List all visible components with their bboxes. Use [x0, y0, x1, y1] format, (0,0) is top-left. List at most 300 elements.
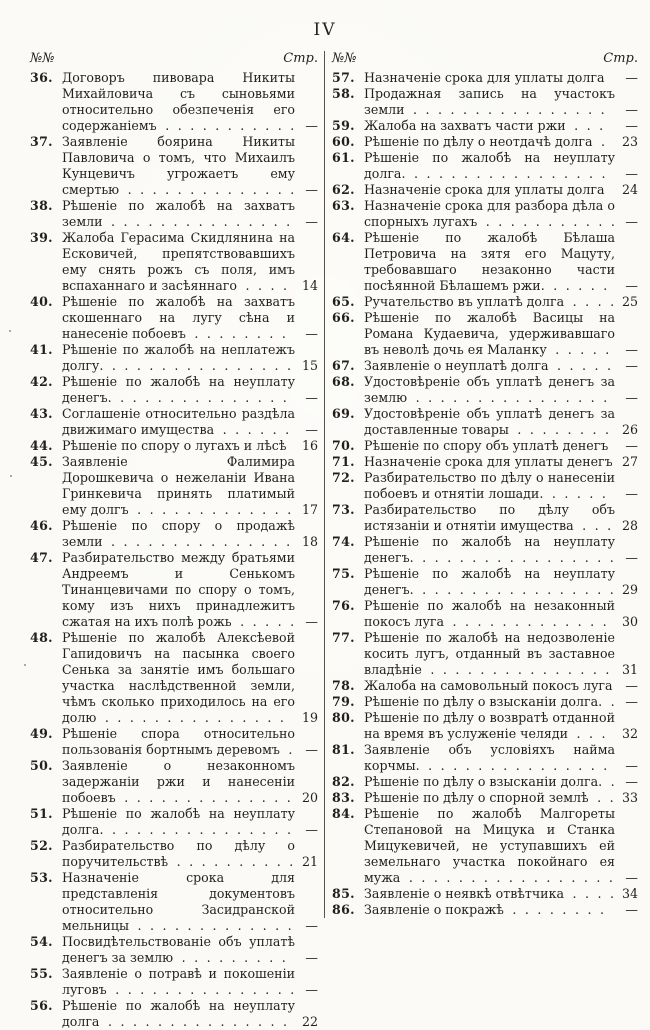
entry-number: 37. — [30, 134, 53, 149]
toc-entry — [30, 726, 318, 758]
dot-leader: . . . . . . . . . . . . . . . . — [407, 390, 608, 405]
dot-leader: . . . . — [236, 278, 288, 293]
dot-leader: . — [602, 694, 615, 709]
entry-title-block — [62, 406, 295, 438]
entry-number: 83. — [332, 790, 355, 805]
entry-page-number: — — [625, 278, 638, 293]
entry-number: 78. — [332, 678, 355, 693]
entry-title: Рѣшеніе по дѣлу о неотдачѣ долга — [364, 134, 593, 149]
entry-title-block — [364, 566, 615, 598]
entry-number: 43. — [30, 406, 53, 421]
entry-page-number: 22 — [301, 1014, 318, 1029]
entry-number: 54. — [30, 934, 53, 949]
entry-title: Заявленіе объ условіяхъ найма корчмы. — [364, 742, 615, 773]
entry-title: Рѣшеніе по жалобѣ на неплатежъ долгу. — [62, 342, 295, 373]
entry-title: Удостовѣреніе объ уплатѣ денегъ за землю — [364, 374, 615, 405]
entry-title-block — [364, 86, 615, 118]
dot-leader: . . . . . . . . . . . . . . . . — [405, 166, 606, 181]
entry-page-number: — — [625, 678, 638, 693]
dot-leader: . . . . . . . . — [508, 422, 609, 437]
entry-number: 66. — [332, 310, 355, 325]
entry-number: 81. — [332, 742, 355, 757]
entry-title: Договоръ пивовара Никиты Михайловича съ сыновьями относительно обезпеченія его содержаніемъ — [62, 70, 295, 133]
entry-title: Рѣшеніе по жалобѣ на неуплату денегъ. — [364, 566, 615, 597]
entry-page-number: 30 — [621, 614, 638, 629]
entry-title-block — [62, 198, 295, 230]
toc-entry — [332, 118, 638, 134]
entry-title-block — [364, 118, 615, 134]
dot-leader: . . . — [573, 518, 612, 533]
entry-page-number: — — [305, 182, 318, 197]
dot-leader: . . . . . . . . . . . . . . . — [102, 534, 291, 549]
entry-page-number: 27 — [621, 454, 638, 469]
entry-number: 80. — [332, 710, 355, 725]
entry-title-block — [62, 454, 295, 518]
toc-entry — [332, 710, 638, 742]
dot-leader: . — [279, 742, 293, 757]
entry-page-number: 23 — [621, 134, 638, 149]
entry-title: Назначеніе срока для разбора дѣла о спорныхъ лугахъ — [364, 198, 615, 229]
entry-number: 76. — [332, 598, 355, 613]
entry-number: 86. — [332, 902, 355, 917]
entry-page-number: — — [625, 70, 638, 85]
entry-title: Жалоба на захватъ части ржи — [364, 118, 566, 133]
entry-page-number: 32 — [621, 726, 638, 741]
entry-page-number: — — [305, 742, 318, 757]
toc-entry — [332, 886, 638, 902]
entry-number: 50. — [30, 758, 53, 773]
entry-title: Удостовѣреніе объ уплатѣ денегъ за доставленные товары — [364, 406, 615, 437]
entry-title: Рѣшеніе по жалобѣ Алексѣевой Гапидовичъ на пасынка своего Сенька за занятіе имъ большаго участка наслѣдственной земли, чѣмъ сколько приходилось на его долю — [62, 630, 295, 725]
dot-leader: . . . . . . . . . . . . . — [129, 918, 292, 933]
entry-title: Назначеніе срока для уплаты долга — [364, 182, 605, 197]
toc-entry — [332, 742, 638, 774]
entry-title-block — [364, 198, 615, 230]
toc-entry — [30, 806, 318, 838]
entry-page-number: 24 — [621, 182, 638, 197]
entry-title-block — [364, 902, 615, 918]
entry-number: 53. — [30, 870, 53, 885]
entry-title-block — [364, 374, 615, 406]
toc-entry — [332, 534, 638, 566]
entry-title-block — [62, 518, 295, 550]
entry-title-block — [364, 454, 615, 470]
entry-page-number: 26 — [621, 422, 638, 437]
entry-title: Посвидѣтельствованіе объ уплатѣ денегъ за землю — [62, 934, 295, 965]
entry-number: 60. — [332, 134, 355, 149]
entry-number: 42. — [30, 374, 53, 389]
entry-title-block — [364, 710, 615, 742]
entry-number: 65. — [332, 294, 355, 309]
column-header-left — [30, 51, 318, 67]
entry-title-block — [62, 934, 295, 966]
entry-number: 82. — [332, 774, 355, 789]
entry-page-number: — — [625, 758, 638, 773]
entry-number: 51. — [30, 806, 53, 821]
toc-entry — [30, 966, 318, 998]
toc-entry — [332, 470, 638, 502]
entry-title: Назначеніе срока для представленія документовъ относительно Засидранской мельницы — [62, 870, 295, 933]
entry-number: 38. — [30, 198, 53, 213]
dot-leader: . . . . . . . . . . . . . . . — [419, 758, 608, 773]
dot-leader: . . . . . . . . . . . . . — [444, 614, 607, 629]
entry-page-number: — — [625, 870, 638, 885]
column-header-right — [332, 51, 638, 67]
toc-entry — [332, 678, 638, 694]
dot-leader: . . . . . . . . . . . — [156, 118, 295, 133]
toc-entry — [332, 774, 638, 790]
scan-speck — [9, 330, 11, 332]
dot-leader: . . . . . . — [214, 422, 290, 437]
entry-number: 56. — [30, 998, 53, 1013]
entry-title-block — [364, 406, 615, 438]
toc-entry — [332, 438, 638, 454]
dot-leader: . . . . . . . . — [503, 902, 604, 917]
dot-leader: . . . — [568, 726, 606, 741]
entry-number: 62. — [332, 182, 355, 197]
toc-entry — [332, 134, 638, 150]
entry-page-number: — — [625, 358, 638, 373]
entry-title: Разбирательство по дѣлу объ истязаніи и отнятіи имущества — [364, 502, 615, 533]
entry-title: Рѣшеніе по спору о лугахъ и лѣсѣ — [62, 438, 287, 453]
toc-entry — [332, 694, 638, 710]
dot-leader: . . . . . . . . . . . . . . . — [421, 662, 610, 677]
toc-entry — [30, 198, 318, 230]
dot-leader: . — [592, 134, 605, 149]
entry-title: Разбирательство по дѣлу о поручительствѣ — [62, 838, 295, 869]
toc-column-left — [0, 51, 324, 1030]
entry-title-block — [364, 534, 615, 566]
entry-title: Жалоба Герасима Скидлянина на Есковичей, препятствовавшихъ ему снять рожъ съ поля, имъ вспаханнаго и засѣяннаго — [62, 230, 295, 293]
toc-entry — [332, 358, 638, 374]
entry-title-block — [62, 758, 295, 806]
entry-title: Рѣшеніе по дѣлу о возвратѣ отданной на время въ услуженіе челяди — [364, 710, 615, 741]
entry-page-number: — — [625, 694, 638, 709]
entry-title-block — [62, 806, 295, 838]
entry-number: 64. — [332, 230, 355, 245]
entry-title: Рѣшеніе по жалобѣ на неуплату долга. — [62, 806, 295, 837]
entry-title: Продажная запись на участокъ земли — [364, 86, 615, 117]
entry-title-block — [364, 310, 615, 358]
toc-entry — [30, 454, 318, 518]
entry-page-number: — — [625, 342, 638, 357]
entry-title-block — [364, 182, 615, 198]
toc-entry — [332, 198, 638, 230]
entry-number: 45. — [30, 454, 53, 469]
entry-page-number: — — [625, 390, 638, 405]
entry-title: Разбирательство между братьями Андреемъ и Сенькомъ Тинанцевичами по спору о томъ, кому изъ нихъ принадлежитъ сжатая на ихъ полѣ рожь — [62, 550, 295, 629]
entry-title: Рѣшеніе по жалобѣ на незаконный покосъ луга — [364, 598, 615, 629]
entry-page-number: — — [305, 822, 318, 837]
entry-number: 67. — [332, 358, 355, 373]
dot-leader: . . — [588, 790, 614, 805]
entry-title-block — [364, 150, 615, 182]
dot-leader: . . . . . . . . . . . . . . . — [102, 214, 291, 229]
entry-title-block — [364, 774, 615, 790]
entry-number: 36. — [30, 70, 53, 85]
entry-page-number: 20 — [301, 790, 318, 805]
entry-number: 47. — [30, 550, 53, 565]
entry-title: Рѣшеніе по жалобѣ на захватъ земли — [62, 198, 295, 229]
entry-number: 74. — [332, 534, 355, 549]
entry-title: Рѣшеніе по дѣлу о взысканіи долга. — [364, 694, 603, 709]
dot-leader: . . . . . . . . . . . . . . . — [103, 358, 291, 373]
toc-entry — [332, 374, 638, 406]
entry-page-number: 29 — [621, 582, 638, 597]
entry-title: Заявленіе о потравѣ и покошеніи луговъ — [62, 966, 295, 997]
entry-title-block — [364, 470, 615, 502]
entry-title-block — [364, 694, 615, 710]
entry-title-block — [364, 134, 615, 150]
entry-title: Заявленіе о незаконномъ задержаніи ржи и нанесеніи побоевъ — [62, 758, 295, 805]
dot-leader: . . . . . . . . . . . . . . — [115, 790, 291, 805]
entry-page-number: — — [625, 438, 638, 453]
entry-title-block — [62, 230, 295, 294]
entry-title-block — [364, 502, 615, 534]
toc-entry — [332, 806, 638, 886]
toc-entry — [30, 998, 318, 1030]
entry-number: 70. — [332, 438, 355, 453]
toc-entry — [332, 598, 638, 630]
entry-title: Ручательство въ уплатѣ долга — [364, 294, 565, 309]
toc-entry — [30, 870, 318, 934]
entry-page-number: — — [305, 614, 318, 629]
toc-entry — [30, 518, 318, 550]
entry-number: 77. — [332, 630, 355, 645]
entry-title: Рѣшеніе по жалобѣ Малгореты Степановой на Мицука и Станка Мицукевичей, не уступавшихъ ей земельнаго участка покойнаго ея мужа — [364, 806, 615, 885]
entry-title-block — [364, 438, 615, 454]
toc-entry — [30, 838, 318, 870]
toc-entry — [30, 374, 318, 406]
toc-entry — [332, 310, 638, 358]
entry-title-block — [364, 790, 615, 806]
toc-entry — [332, 294, 638, 310]
entry-page-number: 18 — [301, 534, 318, 549]
entry-number: 63. — [332, 198, 355, 213]
entry-number: 75. — [332, 566, 355, 581]
entries-number-heading: №№ — [332, 51, 357, 66]
dot-leader: . . . . — [564, 294, 615, 309]
entry-title: Рѣшеніе по жалобѣ Васицы на Романа Кудаевича, удерживавшаго въ неволѣ дочь ея Маланку — [364, 310, 615, 357]
entry-number: 71. — [332, 454, 355, 469]
entry-number: 61. — [332, 150, 355, 165]
entry-number: 73. — [332, 502, 355, 517]
dot-leader: . . . . . . . . . . . . . . . — [99, 1014, 288, 1029]
entry-title: Назначеніе срока для уплаты долга — [364, 70, 605, 85]
entry-page-number: — — [625, 166, 638, 181]
entry-title: Заявленіе о неявкѣ отвѣтчика — [364, 886, 564, 901]
entry-number: 48. — [30, 630, 53, 645]
entry-number: 39. — [30, 230, 53, 245]
dot-leader: . . . . . . . . . . — [168, 854, 294, 869]
entry-title: Соглашеніе относительно раздѣла движимаго имущества — [62, 406, 295, 437]
entry-title: Рѣшеніе по спору объ уплатѣ денегъ — [364, 438, 609, 453]
entry-number: 59. — [332, 118, 355, 133]
entry-title: Заявленіе о покражѣ — [364, 902, 504, 917]
entry-page-number: — — [625, 214, 638, 229]
toc-entries-right — [332, 70, 638, 918]
entry-title: Рѣшеніе по дѣлу о спорной землѣ — [364, 790, 589, 805]
entry-page-number: 17 — [301, 502, 318, 517]
entry-page-number: — — [305, 982, 318, 997]
page-number-roman: IV — [313, 20, 337, 40]
entry-title: Рѣшеніе по жалобѣ на неуплату денегъ. — [62, 374, 295, 405]
entry-title-block — [62, 726, 295, 758]
dot-leader: . . . — [565, 118, 604, 133]
entry-number: 68. — [332, 374, 355, 389]
entry-title-block — [62, 998, 295, 1030]
entry-page-number: — — [305, 214, 318, 229]
entry-number: 72. — [332, 470, 355, 485]
entry-title: Назначеніе срока для уплаты денегъ — [364, 454, 613, 469]
entry-title: Рѣшеніе по жалобѣ на неуплату долга — [62, 998, 295, 1029]
entry-title-block — [62, 870, 295, 934]
entry-title: Рѣшеніе по спору о продажѣ земли — [62, 518, 295, 549]
toc-entry — [30, 406, 318, 438]
toc-entry — [332, 454, 638, 470]
dot-leader: . . . . . . . . . . . — [477, 214, 615, 229]
toc-entry — [332, 566, 638, 598]
toc-entry — [332, 70, 638, 86]
entry-title-block — [62, 550, 295, 630]
entry-number: 46. — [30, 518, 53, 533]
entry-title-block — [364, 358, 615, 374]
entry-page-number: — — [305, 390, 318, 405]
entry-page-number: — — [625, 102, 638, 117]
dot-leader: . . . . . — [548, 358, 612, 373]
toc-entry — [30, 294, 318, 342]
dot-leader: . . . . . . . . . . . . . — [128, 502, 292, 517]
toc-column-right — [324, 51, 650, 918]
entry-page-number: 16 — [301, 438, 318, 453]
entry-page-number: — — [305, 422, 318, 437]
entry-page-number: — — [305, 918, 318, 933]
scan-speck — [10, 475, 12, 477]
toc-entry — [332, 502, 638, 534]
entry-number: 55. — [30, 966, 53, 981]
dot-leader: . . . . . . . . . . . . . . . — [103, 822, 292, 837]
toc-entry — [332, 406, 638, 438]
entry-title-block — [62, 134, 295, 198]
dot-leader: . . . . . . . . . . . . . . . — [96, 710, 284, 725]
entry-number: 41. — [30, 342, 53, 357]
entry-page-number: 25 — [621, 294, 638, 309]
toc-entry — [30, 230, 318, 294]
entries-number-heading: №№ — [30, 51, 55, 66]
entry-number: 49. — [30, 726, 53, 741]
entry-page-number: 14 — [301, 278, 318, 293]
dot-leader: . . . . . . . . . . . . . . — [119, 182, 295, 197]
entry-title-block — [364, 886, 615, 902]
entry-title-block — [62, 294, 295, 342]
entry-title: Жалоба на самовольный покосъ луга — [364, 678, 613, 693]
entry-title: Рѣшеніе по жалобѣ на неуплату денегъ. — [364, 534, 615, 565]
toc-entry — [30, 934, 318, 966]
toc-entry — [30, 438, 318, 454]
dot-leader: . . . . . . . . — [185, 326, 286, 341]
entry-page-number: 34 — [621, 886, 638, 901]
toc-columns — [0, 51, 650, 1030]
entry-title: Разбирательство по дѣлу о нанесеніи побоевъ и отнятіи лошади. — [364, 470, 615, 501]
entry-title-block — [62, 70, 295, 134]
entry-title-block — [62, 374, 295, 406]
entry-title: Рѣшеніе по дѣлу о взысканіи долга. — [364, 774, 603, 789]
entry-page-number: — — [625, 774, 638, 789]
entry-number: 57. — [332, 70, 355, 85]
entry-title-block — [364, 742, 615, 774]
toc-entry — [332, 150, 638, 182]
entry-title-block — [364, 806, 615, 886]
entry-number: 84. — [332, 806, 355, 821]
entry-page-number: — — [625, 486, 638, 501]
dot-leader: . . . . . . . . . . . . . . . — [106, 982, 295, 997]
dot-leader: . . . . . . . . . . . . . . . . — [413, 550, 614, 565]
entry-title: Заявленіе о неуплатѣ долга — [364, 358, 549, 373]
dot-leader: . . . . . . . . . . . . . . — [111, 390, 287, 405]
dot-leader: . . . . . — [231, 614, 295, 629]
entry-title: Рѣшеніе по жалобѣ Бѣлаша Петровича на зятя его Мацуту, требовавшаго незаконно части посѣянной Бѣлашемъ ржи. — [364, 230, 615, 293]
dot-leader: . . . . . — [546, 342, 610, 357]
entry-title: Заявленіе боярина Никиты Павловича о томъ, что Михаилъ Кунцевичъ угрожаетъ ему смертью — [62, 134, 295, 197]
entry-title-block — [62, 966, 295, 998]
dot-leader: . . . . . . . . . . . . . . . . — [404, 102, 605, 117]
entry-number: 69. — [332, 406, 355, 421]
entry-title-block — [364, 678, 615, 694]
toc-entry — [332, 86, 638, 118]
entry-title-block — [364, 70, 615, 86]
entry-title-block — [364, 230, 615, 294]
entry-page-number: — — [625, 902, 638, 917]
entry-title: Заявленіе Фалимира Дорошкевича о нежеланіи Ивана Гринкевича принять платимый ему долгъ — [62, 454, 295, 517]
toc-entry — [332, 902, 638, 918]
toc-entry — [332, 182, 638, 198]
page-column-heading: Стр. — [603, 51, 638, 66]
toc-entry — [30, 70, 318, 134]
entry-title-block — [62, 438, 295, 454]
toc-entry — [30, 550, 318, 630]
dot-leader: . . . . . . . . . — [173, 950, 286, 965]
dot-leader: . — [602, 774, 615, 789]
entry-title-block — [62, 342, 295, 374]
entry-page-number: 31 — [621, 662, 638, 677]
entry-page-number: — — [625, 118, 638, 133]
toc-entry — [30, 758, 318, 806]
entry-number: 44. — [30, 438, 53, 453]
entry-number: 40. — [30, 294, 53, 309]
dot-leader: . . . . . — [543, 486, 606, 501]
dot-leader: . . . . — [563, 886, 614, 901]
entry-number: 58. — [332, 86, 355, 101]
entry-title: Рѣшеніе по жалобѣ на неуплату долга. — [364, 150, 615, 181]
toc-entry — [332, 230, 638, 294]
entry-page-number: 15 — [301, 358, 318, 373]
toc-entry — [332, 790, 638, 806]
entry-title-block — [62, 838, 295, 870]
entry-title-block — [364, 630, 615, 678]
entry-title: Рѣшеніе по жалобѣ на недозволеніе косить лугъ, отданный въ заставное владѣніе — [364, 630, 615, 677]
toc-entry — [30, 342, 318, 374]
dot-leader: . . . . . . . . . . . . . . . . . — [400, 870, 613, 885]
entry-page-number: — — [305, 118, 318, 133]
dot-leader: . . . . . — [544, 278, 608, 293]
entry-title-block — [62, 630, 295, 726]
entry-page-number: 19 — [301, 710, 318, 725]
entry-number: 52. — [30, 838, 53, 853]
entry-title-block — [364, 598, 615, 630]
entry-title-block — [364, 294, 615, 310]
toc-entry — [30, 134, 318, 198]
entry-title: Рѣшеніе спора относительно пользованія бортнымъ деревомъ — [62, 726, 295, 757]
